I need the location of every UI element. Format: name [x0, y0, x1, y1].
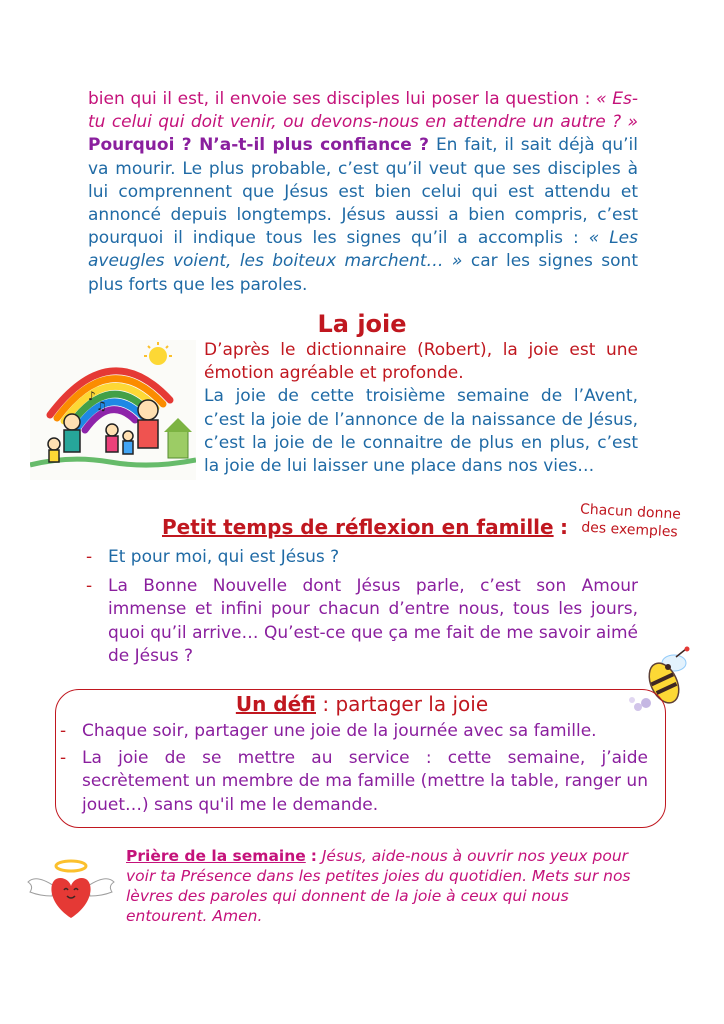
- list-item: [60, 720, 648, 743]
- intro-rest2: car les signes sont plus forts que les paroles.: [88, 251, 638, 295]
- svg-text:♫: ♫: [96, 399, 107, 413]
- intro-quote2: « Les aveugles voient, les boiteux marchent… »: [88, 228, 638, 272]
- priere-section: [126, 846, 646, 926]
- intro-line1: bien qui il est, il envoie ses disciples lui poser la question :: [88, 89, 591, 109]
- defi-subtitle: : partager la joie: [322, 692, 489, 716]
- intro-questions: Pourquoi ? N’a-t-il plus confiance ?: [88, 135, 430, 156]
- intro-quote: « Es-tu celui qui doit venir, ou devons-nous en attendre un autre ? »: [88, 89, 639, 133]
- reflexion-heading: [162, 515, 568, 539]
- reflexion-list: [86, 546, 638, 668]
- list-item: [86, 546, 638, 569]
- priere-text: Jésus, aide-nous à ouvrir nos yeux pour voir ta Présence dans les petites joies du quotidien. Mets sur nos lèvres des paroles qui donnent de la joie à ceux qui nous entourent. Amen.: [126, 847, 631, 925]
- list-item: [86, 575, 638, 668]
- joie-title: La joie: [317, 310, 407, 338]
- reflexion-colon: :: [559, 515, 568, 539]
- priere-title: Prière de la semaine: [126, 847, 306, 865]
- dash-bullet: -: [86, 576, 93, 597]
- joie-definition: D’après le dictionnaire (Robert), la joie est une émotion agréable et profonde.: [204, 340, 638, 384]
- family-rainbow-drawing: [30, 340, 196, 480]
- list-item: [60, 747, 648, 817]
- priere-colon: :: [310, 847, 317, 865]
- defi-list: [60, 720, 648, 817]
- dash-bullet: -: [86, 547, 93, 567]
- reflexion-item-1: Et pour moi, qui est Jésus ?: [108, 547, 340, 567]
- dash-bullet: -: [60, 721, 67, 741]
- defi-item-1: Chaque soir, partager une joie de la journée avec sa famille.: [82, 721, 597, 741]
- defi-heading: [0, 692, 724, 716]
- reflexion-note: Chacun donne des exemples: [579, 501, 682, 541]
- reflexion-item-2: La Bonne Nouvelle dont Jésus parle, c’est son Amour immense et infini pour chacun d’entre nous, tous les jours, quoi qu’il arrive… Qu’est-ce que ça me fait de me savoir aimé de Jésus ?: [108, 576, 638, 666]
- reflexion-title: Petit temps de réflexion en famille: [162, 515, 554, 539]
- svg-text:♪: ♪: [88, 389, 96, 403]
- joie-body: La joie de cette troisième semaine de l’Avent, c’est la joie de l’annonce de la naissance de Jésus, c’est la joie de le connaitre de plus en plus, c’est la joie de lui laisser une place dans nos vies…: [204, 386, 638, 477]
- defi-item-2: La joie de se mettre au service : cette semaine, j’aide secrètement un membre de ma famille (mettre la table, ranger un jouet…) sans qu'il me le demande.: [82, 748, 648, 815]
- intro-paragraph: [88, 88, 638, 297]
- defi-title: Un défi: [235, 692, 316, 716]
- intro-rest1: En fait, il sait déjà qu’il va mourir. Le plus probable, c’est qu’il veut que ses disciples à lui comprennent que Jésus est bien celui qui est attendu et annoncé depuis longtemps. Jésus aussi a bien compris, c’est pourquoi il indique tous les signes qu’il a accomplis :: [88, 135, 638, 249]
- joie-text: [204, 339, 638, 478]
- dash-bullet: -: [60, 748, 67, 769]
- angel-heart-icon: [26, 856, 116, 922]
